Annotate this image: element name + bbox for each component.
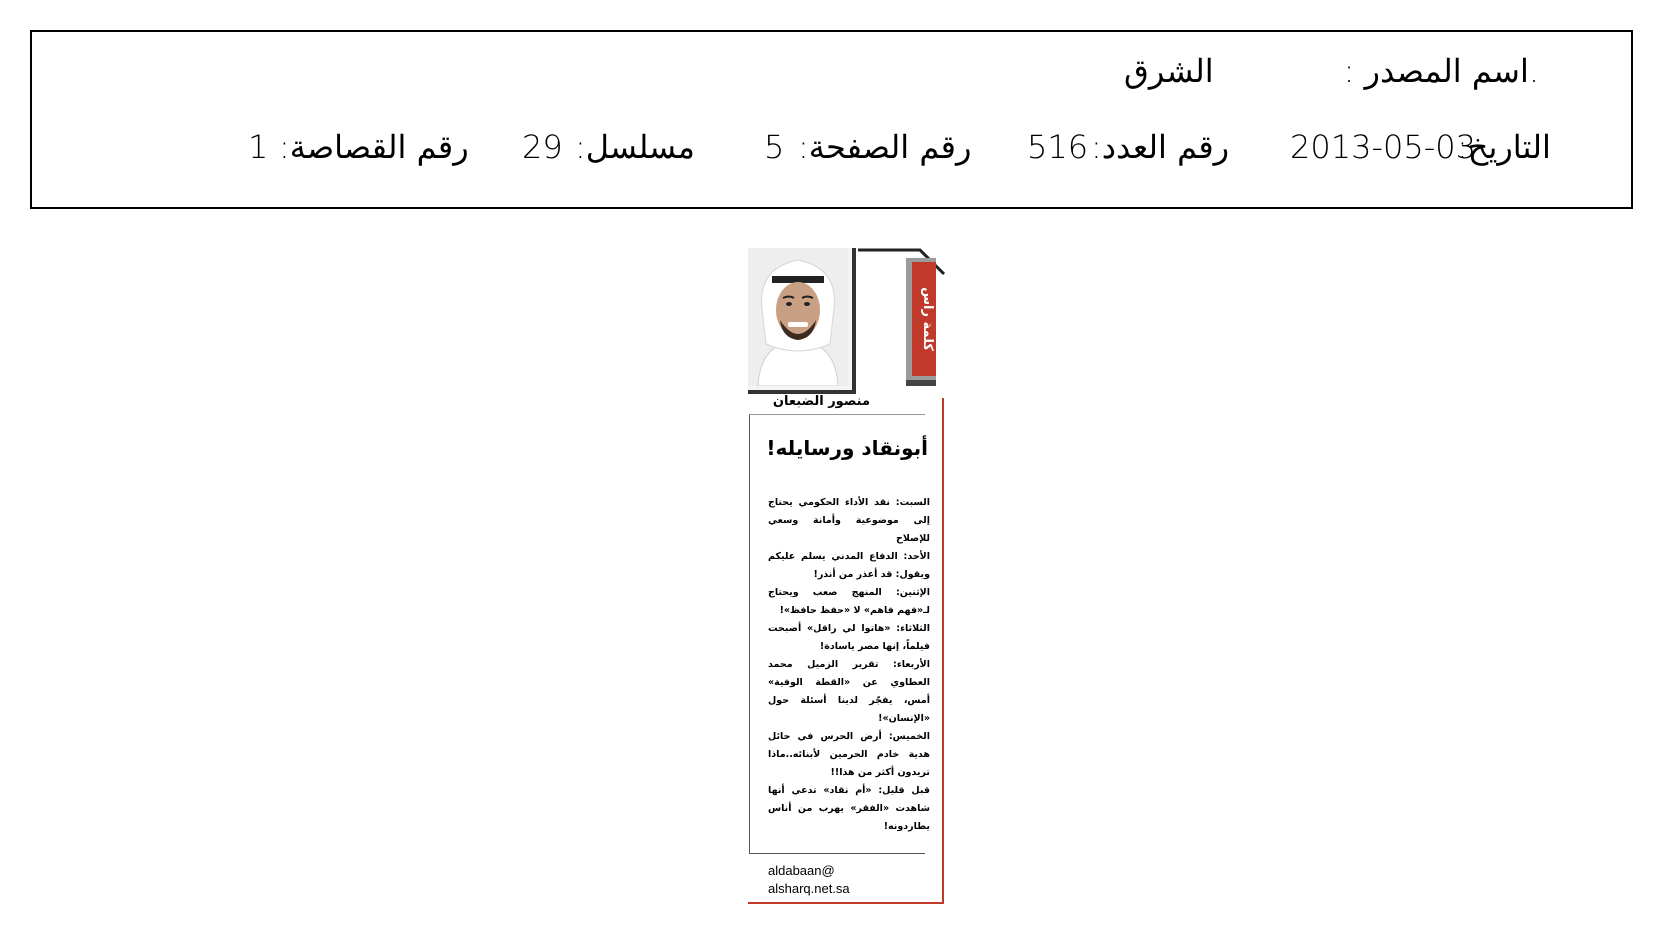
serial-label: مسلسل: [575, 128, 695, 166]
author-email [768, 862, 850, 898]
paragraph: الأربعاء: تقرير الزميل محمد العطاوي عن «القطة الوفية» أمس، يفجّر لدينا أسئلة حول «الإنسان»! [768, 659, 930, 724]
source-value: الشرق [1124, 52, 1214, 90]
column-tag-text: كلمة راس [920, 287, 935, 351]
date-label: التاريخ: [1457, 128, 1551, 166]
paragraph: الأحد: الدفاع المدني يسلم عليكم ويقول: قد أعذر من أنذر! [768, 551, 930, 580]
column-tag-banner [858, 248, 946, 390]
issue-label: رقم العدد: [1091, 128, 1230, 166]
article-title: أبونقاد ورسايله! [766, 436, 928, 460]
page-label: رقم الصفحة: [798, 128, 972, 166]
clip-label: رقم القصاصة: [279, 128, 469, 166]
email-line-1: aldabaan@ [768, 863, 835, 878]
issue-value: 516 [1027, 128, 1089, 166]
paragraph: الخميس: أرض الحرس في حائل هدية خادم الحرمين لأبنائه..ماذا تريدون أكثر من هذا!! [768, 731, 930, 778]
paragraph: الثلاثاء: «هاتوا لي راقل» أصبحت فيلماً، إنها مصر ياسادة! [768, 623, 930, 652]
page-value: 5 [764, 128, 785, 166]
paragraph: الإثنين: المنهج صعب ويحتاج لـ«فهم فاهم» لا «حفظ حافظ»! [768, 587, 930, 616]
source-label: .اسم المصدر : [1343, 52, 1539, 90]
paragraph: السبت: نقد الأداء الحكومي يحتاج إلى موضوعية وأمانة وسعي للإصلاح [768, 497, 930, 544]
serial-value: 29 [522, 128, 563, 166]
date-value: 2013-05-03 [1290, 128, 1476, 166]
author-name: منصور الضبعان [772, 394, 870, 409]
email-line-2: alsharq.net.sa [768, 881, 850, 896]
clip-value: 1 [248, 128, 269, 166]
article-body [768, 494, 930, 836]
paragraph: قبل قليل: «أم نقاد» تدعي أنها شاهدت «الفقر» يهرب من أناس يطاردونه! [768, 785, 930, 832]
newspaper-clipping [748, 248, 946, 906]
author-photo [748, 248, 856, 394]
